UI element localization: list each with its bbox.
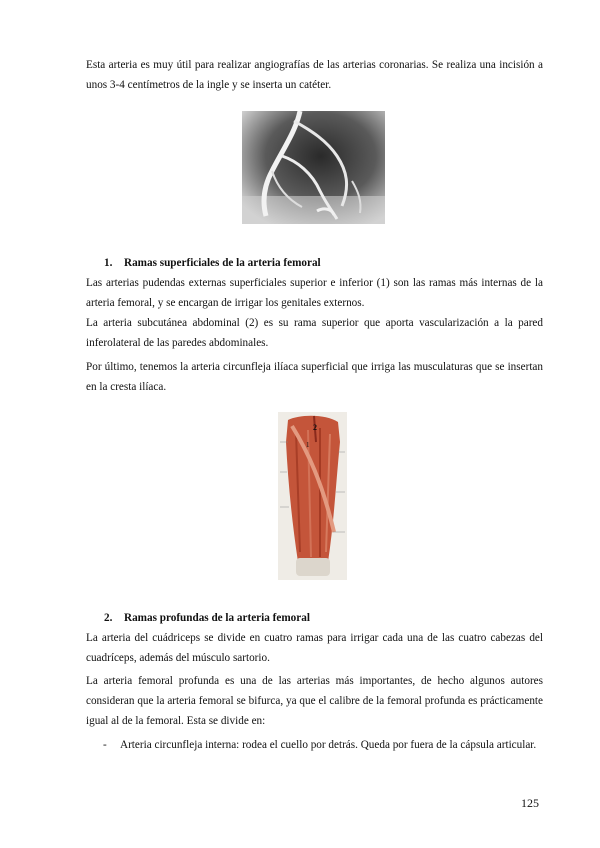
intro-paragraph: Esta arteria es muy útil para realizar angiografías de las arterias coronarias. Se realiza una incisión a unos 3-4 centímetros de la ingle y se inserta un catéter. — [86, 59, 543, 91]
section-1-number: 1. — [104, 257, 113, 269]
page-number: 125 — [521, 796, 539, 810]
bullet-text: Arteria circunfleja interna: rodea el cuello por detrás. Queda por fuera de la cápsula articular. — [120, 739, 537, 751]
section-1-heading — [104, 253, 321, 273]
section-1-paragraph-2: La arteria subcutánea abdominal (2) es su rama superior que aporta vascularización a la pared inferolateral de las paredes abdominales. — [86, 317, 543, 349]
figure-label-1: 1 — [306, 441, 310, 449]
thigh-anatomy-image — [278, 412, 347, 580]
thigh-anatomy-illustration — [278, 412, 347, 580]
angiography-illustration — [242, 111, 385, 224]
figure-label-2: 2 — [313, 423, 317, 432]
section-2-number: 2. — [104, 612, 113, 624]
section-2-heading — [104, 608, 310, 628]
angiography-image — [242, 111, 385, 224]
section-1-paragraph-1: Las arterias pudendas externas superficiales superior e inferior (1) son las ramas más internas de la arteria femoral, y se encargan de irrigar los genitales externos. — [86, 277, 543, 309]
section-2-paragraph-2: La arteria femoral profunda es una de las arterias más importantes, de hecho algunos autores consideran que la arteria femoral se bifurca, ya que el calibre de la femoral profunda es prácticamente igual al de la femoral. Esta se divide en: — [86, 675, 543, 727]
section-1-title: Ramas superficiales de la arteria femoral — [124, 257, 321, 269]
section-2-title: Ramas profundas de la arteria femoral — [124, 612, 310, 624]
bullet-dash: - — [103, 739, 107, 751]
bullet-item — [103, 735, 543, 755]
section-2-paragraph-1: La arteria del cuádriceps se divide en cuatro ramas para irrigar cada una de las cuatro cabezas del cuadríceps, además del músculo sartorio. — [86, 632, 543, 664]
section-1-paragraph-3: Por último, tenemos la arteria circunfleja ilíaca superficial que irriga las musculaturas que se insertan en la cresta ilíaca. — [86, 361, 543, 393]
